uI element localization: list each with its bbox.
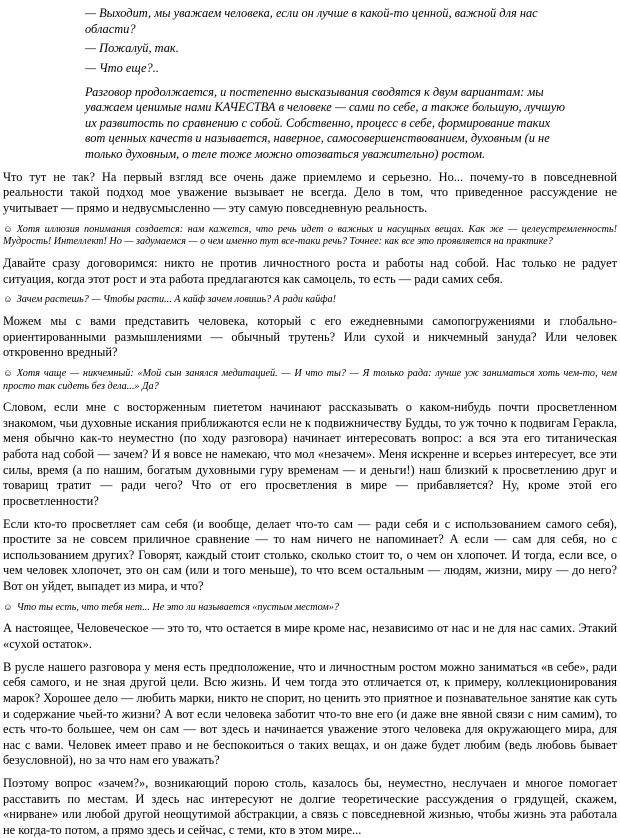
dialogue-line: — Что еще?.. bbox=[85, 60, 159, 75]
smiley-marker-icon: ☺ bbox=[3, 295, 13, 306]
smiley-marker-icon: ☺ bbox=[3, 224, 13, 235]
body-paragraph: В русле нашего разговора у меня есть предположение, что и личностным ростом можно заниматься «в себе», ради себя самого, и не зная другой цели. Всю жизнь. И чем тогда это отличается от, к примеру, коллекционирования марок? Хорошее дело — любить марки, никто не спорит, но ценить это приятное и познавательное занятие как суть и содержание чьей-то жизни? А вот если человека заботит что-то вне его (и даже вне явной связи с ним самим), то есть что-то большее, чем он сам — вот здесь и начинается уважение этого человека для окружающего мира, для нас с вами. Человек имеет право и не беспокоиться о таких вещах, и он даже будет любим (ведь любовь бывает безусловной), но за что нам его уважать? bbox=[3, 659, 617, 768]
aside-text: Хотя чаще — никчемный: «Мой сын занялся медитацией. — И что ты? — Я только рада: лучше уж заниматься хоть чем-то, чем просто так сидеть без дела...» Да? bbox=[3, 367, 617, 392]
smiley-marker-icon: ☺ bbox=[3, 602, 13, 613]
aside-note bbox=[3, 224, 617, 249]
epigraph-paragraph: Разговор продолжается, и постепенно высказывания сводятся к двум вариантам: мы уважаем ценимые нами КАЧЕСТВА в человеке — сами по себе, а также большую, лучшую их развитость по сравнению с собой. Собственно, процесс в себе, формирование таких вот ценных качеств и называется, наверное, самосовершенствованием, духовным (и не только духовным, о теле тоже можно отозваться уважительно) ростом. bbox=[85, 84, 565, 161]
aside-text: Хотя иллюзия понимания создается: нам кажется, что речь идет о важных и насущных вещах. Как же — целеустремленность! Мудрость! Интеллект! Но — задумаемся — о чем именно тут все-таки речь? Точнее: как все это проявляется на практике? bbox=[3, 223, 617, 248]
aside-note bbox=[3, 294, 617, 307]
smiley-marker-icon: ☺ bbox=[3, 368, 13, 379]
aside-text: Что ты есть, что тебя нет... Не это ли называется «пустым местом»? bbox=[16, 601, 339, 613]
aside-text: Зачем растешь? — Чтобы расти... А кайф зачем ловишь? А ради кайфа! bbox=[16, 294, 336, 306]
body-paragraph: Словом, если мне с восторженным пиететом начинают рассказывать о каком-нибудь почти просветленном знакомом, чьи духовные искания приближаются если не к подвижничеству Будды, то уж точно к подвигам Геракла, меня обычно как-то неуместно (по ходу разговора) начинает интересовать вопрос: а вся эта его титаническая работа над собой — зачем? И я вовсе не намекаю, что мол «незачем». Меня искренне и всерьез интересует, все эти силы, время (а по нашим, богатым духовными гуру временам — и деньги!) наш близкий к просветлению друг и товарищ тратит — ради чего? Что от его просветления в мире — прибавляется? Ну, кроме этой его просветленности? bbox=[3, 400, 617, 508]
body-paragraph: Что тут не так? На первый взгляд все очень даже приемлемо и серьезно. Но... почему-то в повседневной реальности такой подход мое уважение вызывает не всегда. Дело в том, что приведенное рассуждение не учитывает — прямо и недвусмысленно — эту самую повседневную реальность. bbox=[3, 169, 617, 215]
epigraph-block bbox=[85, 6, 571, 163]
body-paragraph: Поэтому вопрос «зачем?», возникающий порою столь, казалось бы, неуместно, неслучаен и многое помогает расставить по местам. И здесь нас интересуют не долгие теоретические рассуждения о грядущей, скажем, «нирване» или любой другой неощутимой абстракции, а связь с повседневной жизнью, чтобы жизнь эта работала не когда-то потом, а прямо здесь и сейчас, с теми, кто в этом мире... bbox=[3, 776, 617, 837]
aside-note bbox=[3, 368, 617, 393]
aside-note bbox=[3, 602, 617, 615]
body-paragraph: А настоящее, Человеческое — это то, что остается в мире кроме нас, независимо от нас и не для нас самих. Этакий «сухой остаток». bbox=[3, 621, 617, 652]
body-paragraph: Давайте сразу договоримся: никто не против личностного роста и работы над собой. Нас только не радует ситуация, когда этот рост и эта работа предлагаются как самоцель, то есть — ради самих себя. bbox=[3, 255, 617, 286]
dialogue-line: — Пожалуй, так. bbox=[85, 41, 179, 56]
body-paragraph: Если кто-то просветляет сам себя (и вообще, делает что-то сам — ради себя и с использованием самого себя), простите за не совсем приличное сравнение — то нам ничего не напоминает? А если — сам для себя, но с использованием других? Говорят, каждый стоит столько, сколько стоит то, о чем он хлопочет. И тогда, если все, о чем человек хлопочет, это он сам (или и того меньше), то что всем остальным — людям, жизни, миру — до него? Вот он уйдет, выпадет из мира, и что? bbox=[3, 516, 617, 594]
dialogue-line: — Выходит, мы уважаем человека, если он лучше в какой-то ценной, важной для нас области? bbox=[85, 6, 538, 36]
body-paragraph: Можем мы с вами представить человека, который с его ежедневными самопогружениями и глобально-ориентированными размышлениями — обычный трутень? Или сухой и никчемный зануда? Или человек откровенно вредный? bbox=[3, 313, 617, 360]
